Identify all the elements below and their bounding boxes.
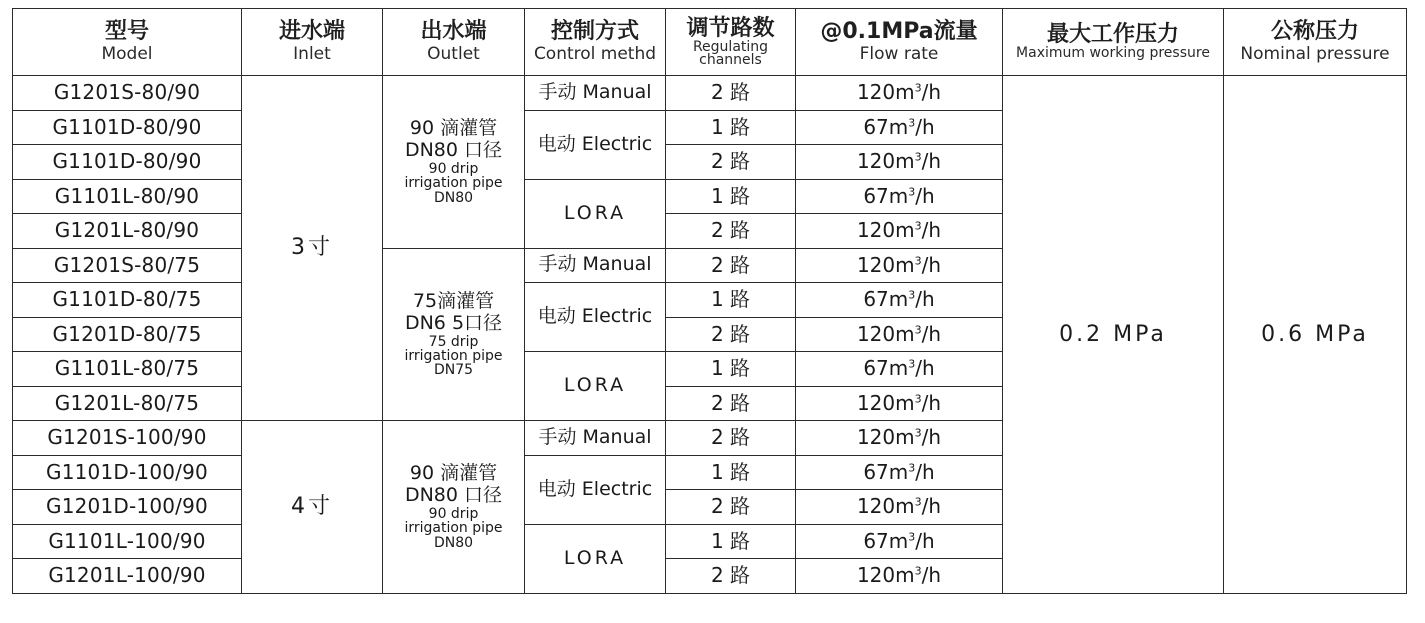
channels-cell: 2 路 — [666, 559, 796, 594]
header-channels: 调节路数 Regulating channels — [666, 9, 796, 76]
flow-cell: $120m^3/h$ — [796, 248, 1003, 283]
model-cell: G1101L-80/90 — [13, 179, 242, 214]
control-cell: 电动 Electric — [525, 455, 666, 524]
model-cell: G1201S-80/90 — [13, 76, 242, 111]
channels-cell: 2 路 — [666, 214, 796, 249]
nominal-pressure-cell: 0.6 MPa — [1224, 76, 1407, 594]
channels-cell: 2 路 — [666, 317, 796, 352]
channels-cell: 2 路 — [666, 145, 796, 180]
flow-cell: $67m^3/h$ — [796, 524, 1003, 559]
max-pressure-cell: 0.2 MPa — [1003, 76, 1224, 594]
flow-cell: $120m^3/h$ — [796, 559, 1003, 594]
header-model: 型号 Model — [13, 9, 242, 76]
flow-cell: $67m^3/h$ — [796, 283, 1003, 318]
header-flow-rate: @0.1MPa流量 Flow rate — [796, 9, 1003, 76]
model-cell: G1201L-80/75 — [13, 386, 242, 421]
model-cell: G1201S-80/75 — [13, 248, 242, 283]
channels-cell: 1 路 — [666, 455, 796, 490]
model-cell: G1101L-100/90 — [13, 524, 242, 559]
inlet-cell: 4寸 — [242, 421, 383, 594]
channels-cell: 1 路 — [666, 524, 796, 559]
control-cell: 手动 Manual — [525, 76, 666, 111]
model-cell: G1101D-80/90 — [13, 110, 242, 145]
model-cell: G1101D-100/90 — [13, 455, 242, 490]
model-cell: G1201D-100/90 — [13, 490, 242, 525]
header-max-pressure: 最大工作压力 Maximum working pressure — [1003, 9, 1224, 76]
model-cell: G1101D-80/90 — [13, 145, 242, 180]
outlet-cell: 90 滴灌管 DN80 口径 90 drip irrigation pipe DN80 — [383, 76, 525, 249]
control-cell: LORA — [525, 352, 666, 421]
flow-cell: $120m^3/h$ — [796, 76, 1003, 111]
model-cell: G1201D-80/75 — [13, 317, 242, 352]
flow-cell: $67m^3/h$ — [796, 455, 1003, 490]
control-cell: 手动 Manual — [525, 421, 666, 456]
flow-cell: $120m^3/h$ — [796, 490, 1003, 525]
flow-cell: $120m^3/h$ — [796, 214, 1003, 249]
flow-cell: $120m^3/h$ — [796, 145, 1003, 180]
control-cell: LORA — [525, 524, 666, 593]
spec-table — [12, 8, 1407, 594]
model-cell: G1201L-80/90 — [13, 214, 242, 249]
header-row — [13, 9, 1407, 76]
outlet-cell: 90 滴灌管 DN80 口径 90 drip irrigation pipe DN80 — [383, 421, 525, 594]
header-control: 控制方式 Control methd — [525, 9, 666, 76]
channels-cell: 2 路 — [666, 76, 796, 111]
channels-cell: 1 路 — [666, 179, 796, 214]
channels-cell: 2 路 — [666, 490, 796, 525]
channels-cell: 1 路 — [666, 352, 796, 387]
channels-cell: 2 路 — [666, 248, 796, 283]
flow-cell: $67m^3/h$ — [796, 110, 1003, 145]
channels-cell: 2 路 — [666, 421, 796, 456]
flow-cell: $120m^3/h$ — [796, 317, 1003, 352]
outlet-cell: 75滴灌管 DN6 5口径 75 drip irrigation pipe DN75 — [383, 248, 525, 421]
channels-cell: 2 路 — [666, 386, 796, 421]
header-inlet: 进水端 Inlet — [242, 9, 383, 76]
flow-cell: $120m^3/h$ — [796, 386, 1003, 421]
control-cell: 手动 Manual — [525, 248, 666, 283]
flow-cell: $120m^3/h$ — [796, 421, 1003, 456]
header-outlet: 出水端 Outlet — [383, 9, 525, 76]
flow-cell: $67m^3/h$ — [796, 352, 1003, 387]
table-row — [13, 76, 1407, 111]
inlet-cell: 3寸 — [242, 76, 383, 421]
flow-cell: $67m^3/h$ — [796, 179, 1003, 214]
control-cell: 电动 Electric — [525, 110, 666, 179]
channels-cell: 1 路 — [666, 283, 796, 318]
model-cell: G1201L-100/90 — [13, 559, 242, 594]
control-cell: 电动 Electric — [525, 283, 666, 352]
model-cell: G1101L-80/75 — [13, 352, 242, 387]
header-nominal-pressure: 公称压力 Nominal pressure — [1224, 9, 1407, 76]
model-cell: G1201S-100/90 — [13, 421, 242, 456]
model-cell: G1101D-80/75 — [13, 283, 242, 318]
channels-cell: 1 路 — [666, 110, 796, 145]
control-cell: LORA — [525, 179, 666, 248]
